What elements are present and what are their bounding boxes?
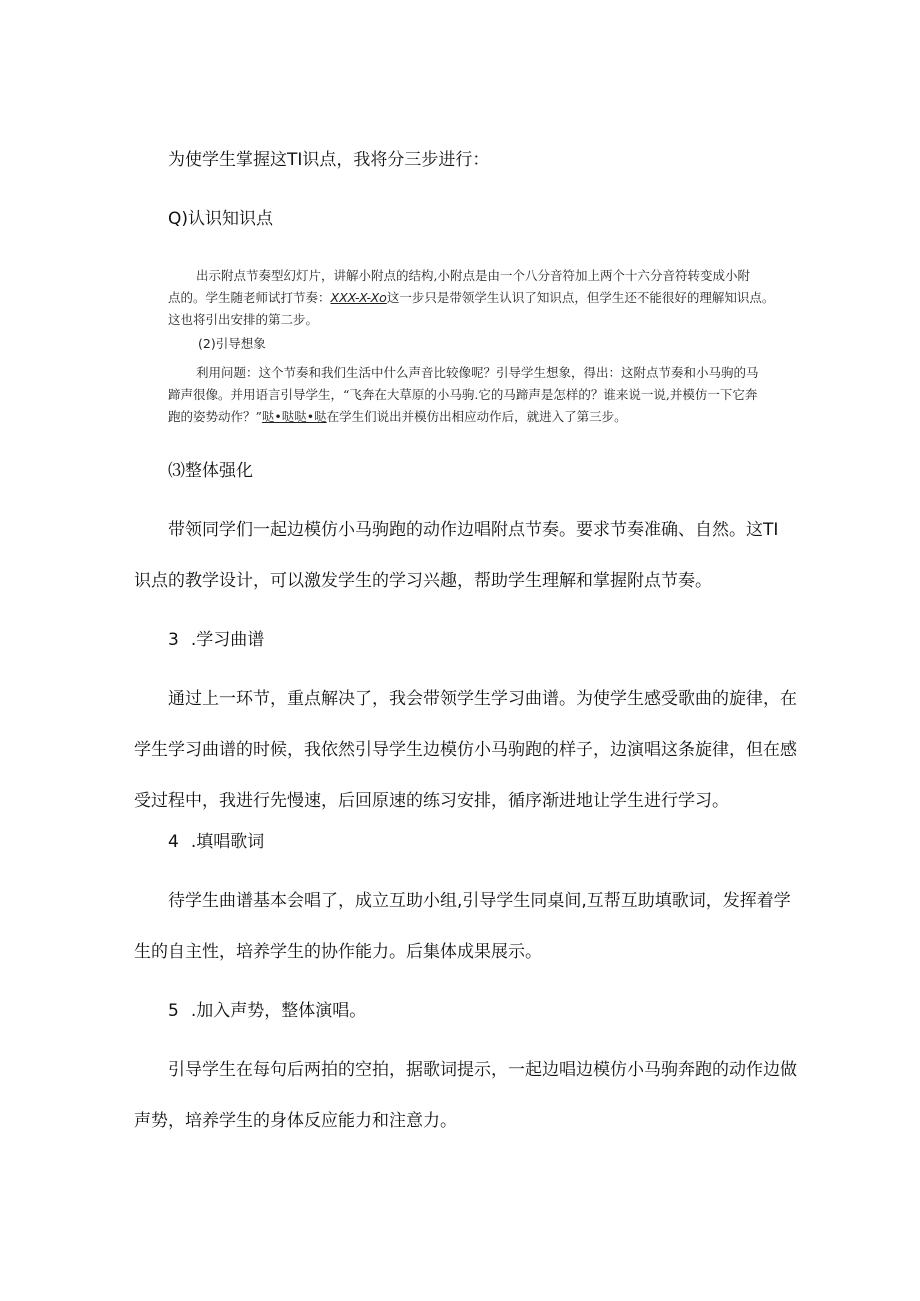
section5-line-2: 声势，培养学生的身体反应能力和注意力。 <box>134 1111 457 1131</box>
section4-number: 4 <box>168 832 179 852</box>
step2-line-1: 利用问题：这个节奏和我们生活中什么声音比较像呢？引导学生想象，得出：这附点节奏和小马驹的马 <box>196 365 759 380</box>
section5-body <box>134 1045 797 1147</box>
step2-line-3-prefix: 跑的姿势动作？” <box>168 409 262 424</box>
section4-line-2: 生的自主性，培养学生的协作能力。后集体成果展示。 <box>134 942 542 962</box>
step1-body <box>168 265 774 331</box>
step1-line-1: 出示附点节奏型幻灯片，讲解小附点的结构,小附点是由一个八分音符加上两个十六分音符转变成小附 <box>196 268 750 283</box>
intro-paragraph: 为使学生掌握这TI识点，我将分三步进行： <box>168 150 490 170</box>
step3-line-1: 带领同学们一起边模仿小马驹跑的动作边唱附点节奏。要求节奏准确、自然。这TI <box>168 520 779 540</box>
section3-number: 3 <box>168 630 179 650</box>
step2-heading: (2)引导想象 <box>198 336 266 351</box>
step2-line-3-rest: 在学生们说出并模仿出相应动作后，就进入了第三步。 <box>326 409 627 424</box>
section4-line-1: 待学生曲谱基本会唱了，成立互助小组,引导学生同桌间,互帮互助填歌词，发挥着学 <box>168 891 791 911</box>
section3-heading <box>168 627 264 653</box>
section5-heading <box>168 998 366 1024</box>
section4-heading <box>168 829 264 855</box>
step1-line-2-rest: 这一步只是带领学生认识了知识点，但学生还不能很好的理解知识点。 <box>386 290 775 305</box>
step1-line-2 <box>168 287 774 309</box>
step1-heading: Q)认识知识点 <box>168 209 274 229</box>
step3-line-2: 识点的教学设计，可以激发学生的学习兴趣，帮助学生理解和掌握附点节奏。 <box>134 571 712 591</box>
section5-number: 5 <box>168 1001 179 1021</box>
section3-line-3: 受过程中，我进行先慢速，后回原速的练习安排，循序渐进地让学生进行学习。 <box>134 791 729 811</box>
section5-line-1: 引导学生在每句后两拍的空拍，据歌词提示，一起边唱边模仿小马驹奔跑的动作边做 <box>168 1060 797 1080</box>
section3-title: .学习曲谱 <box>190 630 265 650</box>
step3-body <box>134 505 778 607</box>
step2-line-3 <box>168 406 759 428</box>
section5-title: .加入声势，整体演唱。 <box>190 1001 367 1021</box>
step3-heading: ⑶整体强化 <box>168 461 253 481</box>
step1-line-3: 这也将引出安排的第二步。 <box>168 312 319 327</box>
step1-line-2-prefix: 点的。学生随老师试打节奏： <box>168 290 331 305</box>
rhythm-notation: XXX-X-Xo <box>330 290 387 305</box>
step2-body <box>168 362 759 428</box>
section3-line-2: 学生学习曲谱的时候，我依然引导学生边模仿小马驹跑的样子，边演唱这条旋律，但在感 <box>134 740 797 760</box>
section3-line-1: 通过上一环节，重点解决了，我会带领学生学习曲谱。为使学生感受歌曲的旋律，在 <box>168 689 797 709</box>
hoof-sound: 哒•哒哒•哒 <box>261 409 327 424</box>
section4-title: .填唱歌词 <box>190 832 265 852</box>
section4-body <box>134 876 791 978</box>
section3-body <box>134 674 797 827</box>
step2-line-2: 蹄声很像。并用语言引导学生，“飞奔在大草原的小马驹.它的马蹄声是怎样的？谁来说一说,并模仿一下它奔 <box>168 387 758 402</box>
